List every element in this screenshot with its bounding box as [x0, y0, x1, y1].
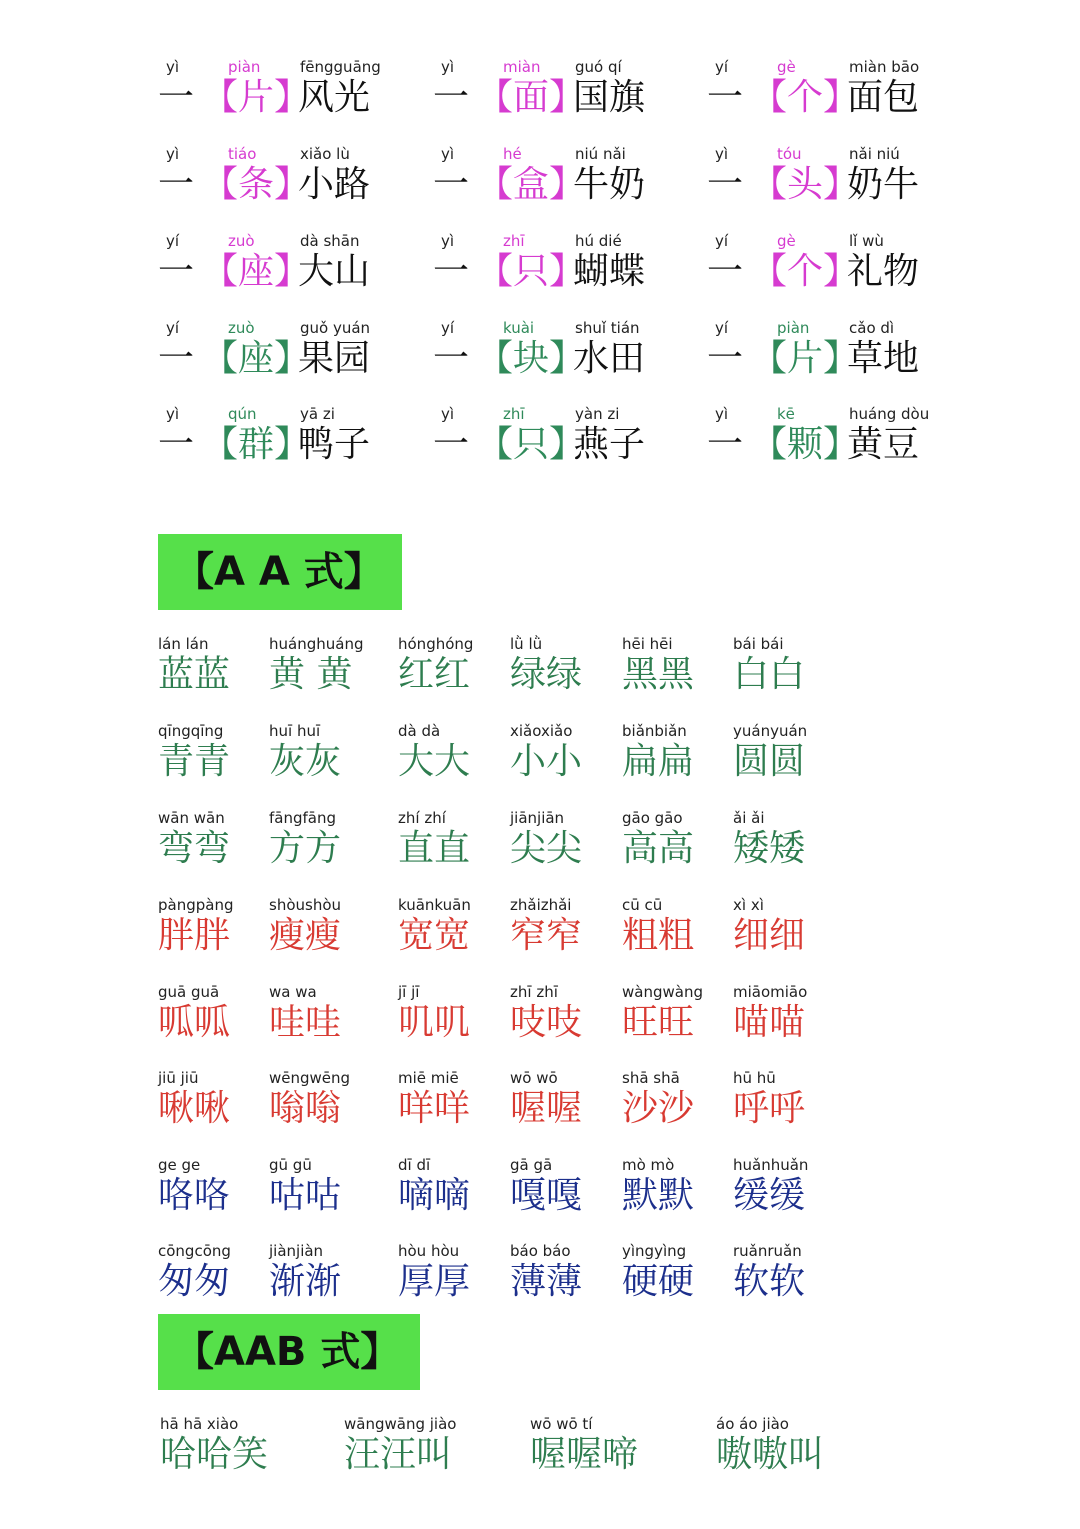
measure-word: 【个】 — [751, 77, 860, 118]
noun: 大山 — [298, 251, 371, 292]
aa-word-pinyin: bái bái — [733, 635, 784, 653]
aa-word — [733, 896, 838, 960]
aa-word-characters: 圆圆 — [733, 741, 806, 782]
aab-word-characters: 哈哈笑 — [160, 1434, 269, 1475]
aa-word-characters: 咕咕 — [269, 1175, 342, 1216]
noun-pinyin: lǐ wù — [849, 232, 884, 250]
measure-word-item — [433, 232, 703, 300]
aa-word — [510, 1242, 615, 1306]
aa-word-characters: 瘦瘦 — [269, 915, 342, 956]
aa-word — [622, 722, 727, 786]
aa-word-characters: 吱吱 — [510, 1002, 583, 1043]
aa-word — [622, 1242, 727, 1306]
aa-word — [398, 722, 503, 786]
yi-pinyin: yí — [166, 232, 180, 250]
measure-word-pinyin: gè — [777, 58, 796, 76]
measure-word: 【个】 — [751, 251, 860, 292]
aa-word-pinyin: guā guā — [158, 983, 220, 1001]
aa-word-pinyin: huǎnhuǎn — [733, 1156, 809, 1174]
noun: 风光 — [298, 77, 371, 118]
aa-word-characters: 默默 — [622, 1175, 695, 1216]
aa-word-pinyin: ǎi ǎi — [733, 809, 765, 827]
aa-word-characters: 青青 — [158, 741, 231, 782]
measure-word-item — [707, 58, 977, 126]
aa-word — [510, 635, 615, 699]
aab-word-pinyin: hā hā xiào — [160, 1415, 239, 1433]
noun-pinyin: cǎo dì — [849, 319, 895, 337]
aa-word-characters: 灰灰 — [269, 741, 342, 782]
aa-word-pinyin: wēngwēng — [269, 1069, 351, 1087]
yi-pinyin: yì — [441, 232, 455, 250]
yi-character: 一 — [158, 164, 195, 205]
aa-word-pinyin: shā shā — [622, 1069, 680, 1087]
aa-word — [158, 722, 263, 786]
aa-word-pinyin: huánghuáng — [269, 635, 364, 653]
yi-pinyin: yí — [715, 319, 729, 337]
aa-word-characters: 细细 — [733, 915, 806, 956]
aa-word-characters: 黑黑 — [622, 654, 695, 695]
measure-word-item — [433, 319, 703, 387]
yi-pinyin: yì — [715, 145, 729, 163]
yi-pinyin: yí — [715, 58, 729, 76]
measure-word: 【只】 — [477, 251, 586, 292]
noun: 果园 — [298, 338, 371, 379]
aa-word-pinyin: gū gū — [269, 1156, 312, 1174]
aa-word-pinyin: fāngfāng — [269, 809, 337, 827]
aa-word-characters: 沙沙 — [622, 1088, 695, 1129]
aab-word — [530, 1415, 700, 1479]
aa-word-pinyin: lán lán — [158, 635, 209, 653]
aab-word — [716, 1415, 886, 1479]
yi-character: 一 — [158, 424, 195, 465]
measure-word: 【片】 — [751, 338, 860, 379]
aa-word-pinyin: gā gā — [510, 1156, 553, 1174]
aa-word-characters: 薄薄 — [510, 1261, 583, 1302]
aa-word-characters: 嘀嘀 — [398, 1175, 471, 1216]
aa-word-characters: 红红 — [398, 654, 471, 695]
aa-word-pinyin: gāo gāo — [622, 809, 683, 827]
noun-pinyin: guó qí — [575, 58, 622, 76]
noun-pinyin: huáng dòu — [849, 405, 930, 423]
yi-character: 一 — [707, 251, 744, 292]
aa-word-characters: 直直 — [398, 828, 471, 869]
aa-word — [510, 1069, 615, 1133]
measure-word-item — [433, 58, 703, 126]
aab-word-characters: 嗷嗷叫 — [716, 1434, 825, 1475]
aa-word — [510, 722, 615, 786]
aa-word-pinyin: jiū jiū — [158, 1069, 199, 1087]
aa-word-pinyin: wa wa — [269, 983, 317, 1001]
aa-word — [398, 809, 503, 873]
yi-pinyin: yì — [441, 145, 455, 163]
aa-word-characters: 白白 — [733, 654, 806, 695]
yi-character: 一 — [433, 77, 470, 118]
aa-word — [733, 635, 838, 699]
measure-word-pinyin: kē — [777, 405, 795, 423]
aa-word-pinyin: yuányuán — [733, 722, 808, 740]
aa-word — [398, 635, 503, 699]
aa-word-characters: 黄 黄 — [269, 654, 353, 695]
measure-word-item — [707, 405, 977, 473]
aa-word — [622, 983, 727, 1047]
yi-character: 一 — [707, 424, 744, 465]
yi-character: 一 — [433, 251, 470, 292]
yi-pinyin: yì — [166, 58, 180, 76]
aa-word-pinyin: jī jī — [398, 983, 420, 1001]
yi-character: 一 — [433, 338, 470, 379]
aa-word — [158, 809, 263, 873]
yi-pinyin: yì — [441, 58, 455, 76]
aa-word-characters: 窄窄 — [510, 915, 583, 956]
noun-pinyin: niú nǎi — [575, 145, 626, 163]
aa-word-pinyin: pàngpàng — [158, 896, 234, 914]
aa-word-characters: 咩咩 — [398, 1088, 471, 1129]
measure-word: 【面】 — [477, 77, 586, 118]
aa-word — [622, 896, 727, 960]
measure-word: 【盒】 — [477, 164, 586, 205]
aa-word-characters: 嗡嗡 — [269, 1088, 342, 1129]
aa-word-characters: 喔喔 — [510, 1088, 583, 1129]
aa-word — [733, 722, 838, 786]
aab-word-characters: 汪汪叫 — [344, 1434, 453, 1475]
aa-word-characters: 厚厚 — [398, 1261, 471, 1302]
measure-word-item — [158, 58, 428, 126]
aa-word — [510, 809, 615, 873]
yi-character: 一 — [433, 424, 470, 465]
aa-word-pinyin: lǜ lǜ — [510, 635, 543, 653]
measure-word: 【头】 — [751, 164, 860, 205]
yi-pinyin: yì — [166, 405, 180, 423]
measure-word-pinyin: qún — [228, 405, 257, 423]
aa-word-pinyin: ruǎnruǎn — [733, 1242, 802, 1260]
aab-word-pinyin: wāngwāng jiào — [344, 1415, 457, 1433]
yi-character: 一 — [433, 164, 470, 205]
aa-word-pinyin: hòu hòu — [398, 1242, 460, 1260]
measure-word: 【群】 — [202, 424, 311, 465]
noun-pinyin: shuǐ tián — [575, 319, 640, 337]
yi-character: 一 — [707, 77, 744, 118]
aa-word-characters: 矮矮 — [733, 828, 806, 869]
noun: 鸭子 — [298, 424, 371, 465]
measure-word-item — [707, 145, 977, 213]
aa-word — [269, 809, 374, 873]
measure-word: 【块】 — [477, 338, 586, 379]
aa-word-pinyin: wān wān — [158, 809, 225, 827]
aa-word-pinyin: hū hū — [733, 1069, 776, 1087]
aa-word — [158, 896, 263, 960]
noun: 水田 — [573, 338, 646, 379]
yi-character: 一 — [707, 164, 744, 205]
aa-word — [622, 635, 727, 699]
noun-pinyin: fēngguāng — [300, 58, 381, 76]
aa-word — [398, 1156, 503, 1220]
noun-pinyin: xiǎo lù — [300, 145, 350, 163]
measure-word-pinyin: gè — [777, 232, 796, 250]
noun: 面包 — [847, 77, 920, 118]
yi-pinyin: yì — [166, 145, 180, 163]
aa-word-pinyin: zhǎizhǎi — [510, 896, 572, 914]
aa-word-characters: 扁扁 — [622, 741, 695, 782]
measure-word-pinyin: piàn — [777, 319, 810, 337]
aa-word-pinyin: ge ge — [158, 1156, 201, 1174]
aa-word — [510, 896, 615, 960]
aa-word-pinyin: miāomiāo — [733, 983, 808, 1001]
noun-pinyin: dà shān — [300, 232, 360, 250]
aa-word-pinyin: hēi hēi — [622, 635, 673, 653]
aa-word-characters: 小小 — [510, 741, 583, 782]
aa-word-pinyin: miē miē — [398, 1069, 459, 1087]
aa-word-characters: 渐渐 — [269, 1261, 342, 1302]
aa-word — [733, 1069, 838, 1133]
aa-word-characters: 喵喵 — [733, 1002, 806, 1043]
aa-word — [158, 1242, 263, 1306]
yi-pinyin: yí — [715, 232, 729, 250]
aa-word-pinyin: xì xì — [733, 896, 764, 914]
aa-word — [158, 635, 263, 699]
aa-word-characters: 呼呼 — [733, 1088, 806, 1129]
noun: 小路 — [298, 164, 371, 205]
aa-word — [622, 1156, 727, 1220]
measure-word-item — [433, 405, 703, 473]
yi-pinyin: yí — [441, 319, 455, 337]
aab-word-pinyin: áo áo jiào — [716, 1415, 789, 1433]
measure-word-item — [158, 145, 428, 213]
aa-word-pinyin: wō wō — [510, 1069, 558, 1087]
aa-word-characters: 咯咯 — [158, 1175, 231, 1216]
measure-word-pinyin: zuò — [228, 232, 255, 250]
aa-word-pinyin: hónghóng — [398, 635, 474, 653]
yi-character: 一 — [707, 338, 744, 379]
yi-character: 一 — [158, 77, 195, 118]
aa-word-characters: 匆匆 — [158, 1261, 231, 1302]
aa-word-characters: 粗粗 — [622, 915, 695, 956]
aa-word — [269, 1242, 374, 1306]
aa-word-pinyin: biǎnbiǎn — [622, 722, 687, 740]
aa-word-characters: 方方 — [269, 828, 342, 869]
aa-word — [733, 1156, 838, 1220]
measure-word-item — [707, 232, 977, 300]
aa-word-pinyin: dà dà — [398, 722, 441, 740]
aa-word — [733, 1242, 838, 1306]
noun-pinyin: yā zi — [300, 405, 335, 423]
measure-word: 【座】 — [202, 251, 311, 292]
aa-word-pinyin: kuānkuān — [398, 896, 471, 914]
aa-word — [158, 983, 263, 1047]
aa-word — [158, 1069, 263, 1133]
aa-word — [269, 635, 374, 699]
aa-word-pinyin: qīngqīng — [158, 722, 224, 740]
aa-word — [398, 983, 503, 1047]
aa-word-characters: 啾啾 — [158, 1088, 231, 1129]
aa-word — [398, 1242, 503, 1306]
aa-word — [269, 1069, 374, 1133]
aa-word-characters: 呱呱 — [158, 1002, 231, 1043]
aa-word-pinyin: zhī zhī — [510, 983, 558, 1001]
measure-word-pinyin: miàn — [503, 58, 541, 76]
aa-word-characters: 尖尖 — [510, 828, 583, 869]
aa-word-pinyin: huī huī — [269, 722, 321, 740]
noun: 蝴蝶 — [573, 251, 646, 292]
aa-word-pinyin: cū cū — [622, 896, 663, 914]
noun-pinyin: hú dié — [575, 232, 622, 250]
noun-pinyin: guǒ yuán — [300, 319, 371, 337]
aa-word — [733, 809, 838, 873]
yi-pinyin: yí — [166, 319, 180, 337]
noun-pinyin: miàn bāo — [849, 58, 920, 76]
aa-word-characters: 大大 — [398, 741, 471, 782]
measure-word-pinyin: zhī — [503, 232, 525, 250]
aa-word-pinyin: dī dī — [398, 1156, 431, 1174]
aa-word-characters: 叽叽 — [398, 1002, 471, 1043]
noun: 草地 — [847, 338, 920, 379]
aa-word-pinyin: shòushòu — [269, 896, 342, 914]
aa-word-characters: 高高 — [622, 828, 695, 869]
aa-word-pinyin: báo báo — [510, 1242, 571, 1260]
measure-word-item — [433, 145, 703, 213]
noun: 牛奶 — [573, 164, 646, 205]
measure-word-pinyin: zuò — [228, 319, 255, 337]
noun: 国旗 — [573, 77, 646, 118]
noun: 礼物 — [847, 251, 920, 292]
measure-word-pinyin: piàn — [228, 58, 261, 76]
noun: 奶牛 — [847, 164, 920, 205]
aab-heading: 【AAB 式】 — [158, 1314, 420, 1390]
yi-pinyin: yì — [441, 405, 455, 423]
aa-word — [269, 896, 374, 960]
aa-word — [269, 983, 374, 1047]
aa-word-characters: 弯弯 — [158, 828, 231, 869]
aa-word-pinyin: cōngcōng — [158, 1242, 231, 1260]
noun-pinyin: yàn zi — [575, 405, 620, 423]
aa-heading: 【A A 式】 — [158, 534, 402, 610]
aa-word-pinyin: jiānjiān — [510, 809, 565, 827]
yi-character: 一 — [158, 251, 195, 292]
measure-word-pinyin: zhī — [503, 405, 525, 423]
measure-word-item — [707, 319, 977, 387]
yi-pinyin: yì — [715, 405, 729, 423]
aab-word-characters: 喔喔啼 — [530, 1434, 639, 1475]
aab-word — [344, 1415, 514, 1479]
measure-word-pinyin: tóu — [777, 145, 802, 163]
aa-word-pinyin: wàngwàng — [622, 983, 703, 1001]
aa-word-characters: 绿绿 — [510, 654, 583, 695]
aa-word — [269, 722, 374, 786]
aa-word — [622, 1069, 727, 1133]
measure-word-pinyin: kuài — [503, 319, 535, 337]
aa-word-characters: 硬硬 — [622, 1261, 695, 1302]
aa-word — [398, 896, 503, 960]
aa-word-pinyin: mò mò — [622, 1156, 675, 1174]
measure-word-pinyin: hé — [503, 145, 522, 163]
aab-word — [160, 1415, 330, 1479]
measure-word-item — [158, 232, 428, 300]
aa-word — [510, 1156, 615, 1220]
aa-word — [622, 809, 727, 873]
measure-word-item — [158, 319, 428, 387]
measure-word: 【条】 — [202, 164, 311, 205]
noun: 燕子 — [573, 424, 646, 465]
aa-word-characters: 蓝蓝 — [158, 654, 231, 695]
aa-word-characters: 宽宽 — [398, 915, 471, 956]
aa-word-characters: 嘎嘎 — [510, 1175, 583, 1216]
aa-word — [158, 1156, 263, 1220]
aa-word-characters: 软软 — [733, 1261, 806, 1302]
aa-word-characters: 哇哇 — [269, 1002, 342, 1043]
aa-word-pinyin: zhí zhí — [398, 809, 446, 827]
aa-word — [510, 983, 615, 1047]
measure-word-pinyin: tiáo — [228, 145, 257, 163]
yi-character: 一 — [158, 338, 195, 379]
measure-word-item — [158, 405, 428, 473]
aa-word-pinyin: xiǎoxiǎo — [510, 722, 573, 740]
measure-word: 【只】 — [477, 424, 586, 465]
measure-word: 【颗】 — [751, 424, 860, 465]
aa-word-characters: 胖胖 — [158, 915, 231, 956]
measure-word: 【座】 — [202, 338, 311, 379]
noun: 黄豆 — [847, 424, 920, 465]
measure-word: 【片】 — [202, 77, 311, 118]
aa-word-characters: 缓缓 — [733, 1175, 806, 1216]
aa-word-pinyin: yìngyìng — [622, 1242, 687, 1260]
aa-word — [269, 1156, 374, 1220]
aa-word — [733, 983, 838, 1047]
aab-word-pinyin: wō wō tí — [530, 1415, 593, 1433]
aa-word — [398, 1069, 503, 1133]
noun-pinyin: nǎi niú — [849, 145, 900, 163]
aa-word-pinyin: jiànjiàn — [269, 1242, 324, 1260]
aa-word-characters: 旺旺 — [622, 1002, 695, 1043]
